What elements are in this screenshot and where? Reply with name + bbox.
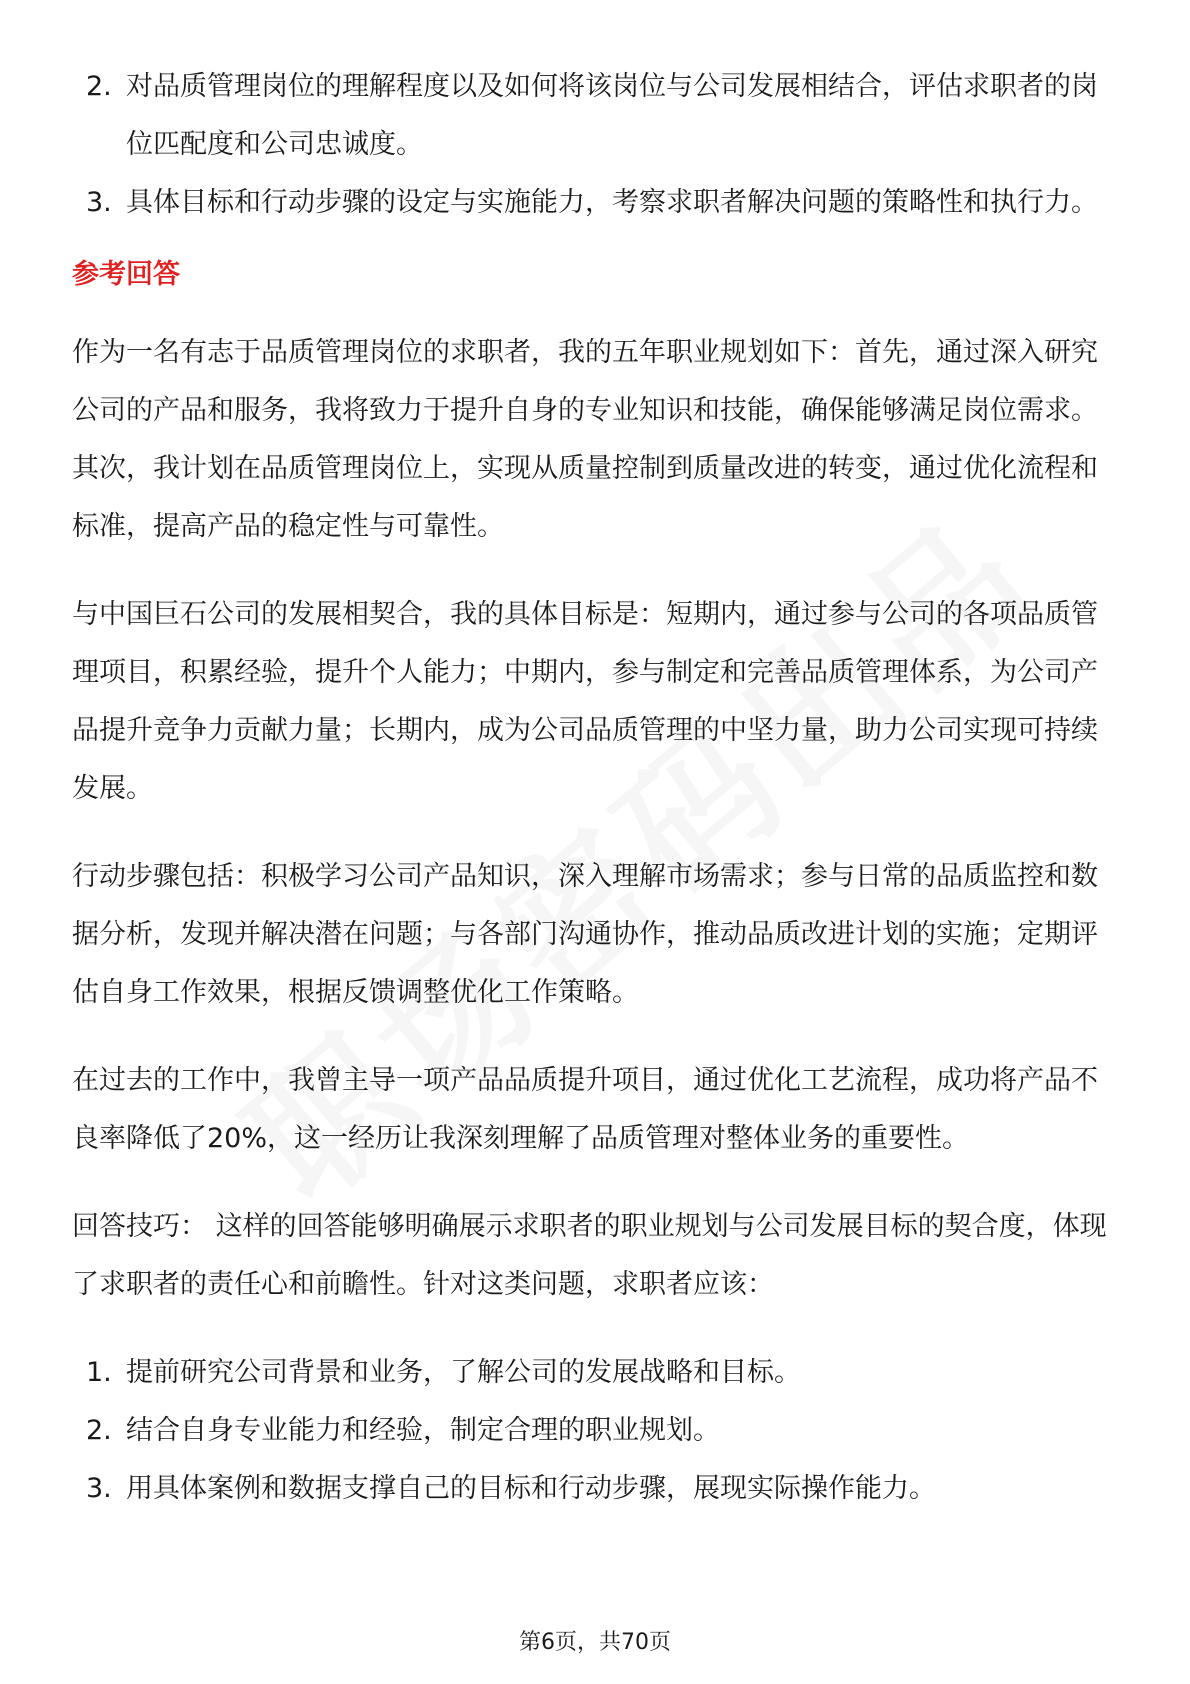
answer-paragraph: 作为一名有志于品质管理岗位的求职者，我的五年职业规划如下：首先，通过深入研究公司的产品和服务，我将致力于提升自身的专业知识和技能，确保能够满足岗位需求。其次，我计划在品质管理岗位上，实现从质量控制到质量改进的转变，通过优化流程和标准，提高产品的稳定性与可靠性。: [72, 337, 1098, 542]
list-item: [72, 174, 1120, 232]
list-number: 3.: [86, 1473, 112, 1504]
list-item: [72, 1402, 1120, 1460]
tips-list: [72, 1344, 1120, 1518]
list-text: 具体目标和行动步骤的设定与实施能力，考察求职者解决问题的策略性和执行力。: [126, 187, 1098, 218]
list-text: 结合自身专业能力和经验，制定合理的职业规划。: [126, 1415, 720, 1446]
list-item: [72, 58, 1120, 174]
list-item: [72, 1344, 1120, 1402]
page-content: [72, 58, 1120, 1518]
evaluation-list: [72, 58, 1120, 232]
tips-paragraph: 回答技巧： 这样的回答能够明确展示求职者的职业规划与公司发展目标的契合度，体现了求职者的责任心和前瞻性。针对这类问题，求职者应该：: [72, 1211, 1107, 1300]
section-heading: 参考回答: [72, 259, 180, 290]
list-number: 3.: [86, 187, 112, 218]
list-number: 1.: [86, 1357, 112, 1388]
answer-paragraph: 与中国巨石公司的发展相契合，我的具体目标是：短期内，通过参与公司的各项品质管理项目，积累经验，提升个人能力；中期内，参与制定和完善品质管理体系，为公司产品提升竞争力贡献力量；长期内，成为公司品质管理的中坚力量，助力公司实现可持续发展。: [72, 599, 1098, 804]
list-text: 对品质管理岗位的理解程度以及如何将该岗位与公司发展相结合，评估求职者的岗位匹配度和公司忠诚度。: [126, 71, 1098, 160]
list-text: 提前研究公司背景和业务，了解公司的发展战略和目标。: [126, 1357, 801, 1388]
page-footer: 第6页，共70页: [519, 1630, 671, 1655]
list-item: [72, 1460, 1120, 1518]
list-text: 用具体案例和数据支撑自己的目标和行动步骤，展现实际操作能力。: [126, 1473, 936, 1504]
answer-paragraph: 行动步骤包括：积极学习公司产品知识，深入理解市场需求；参与日常的品质监控和数据分析，发现并解决潜在问题；与各部门沟通协作，推动品质改进计划的实施；定期评估自身工作效果，根据反馈调整优化工作策略。: [72, 861, 1098, 1008]
answer-paragraph: 在过去的工作中，我曾主导一项产品品质提升项目，通过优化工艺流程，成功将产品不良率降低了20%，这一经历让我深刻理解了品质管理对整体业务的重要性。: [72, 1065, 1098, 1154]
list-number: 2.: [86, 1415, 112, 1446]
list-number: 2.: [86, 71, 112, 102]
